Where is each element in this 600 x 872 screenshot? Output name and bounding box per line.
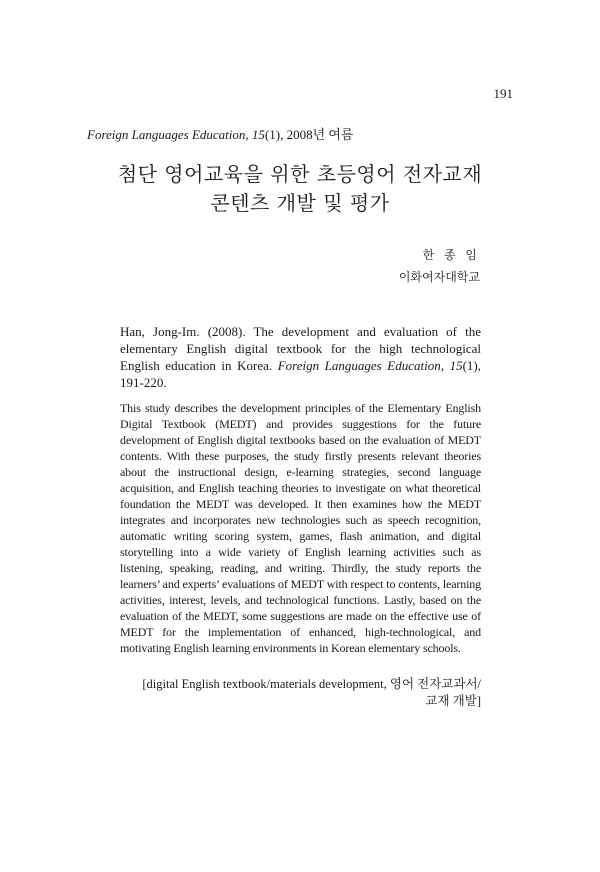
header-journal: Foreign Languages Education, — [87, 127, 249, 142]
citation — [120, 323, 481, 391]
paper-title — [0, 160, 600, 218]
citation-pages: (1), 191-220. — [120, 358, 481, 390]
keywords-line2: 교재 개발] — [425, 694, 481, 708]
header-issue-year: (1), 2008년 여름 — [264, 127, 354, 142]
keywords-line1: [digital English textbook/materials development, 영어 전자교과서/ — [142, 677, 481, 691]
citation-authors-title: Han, Jong-Im. (2008). The development and evaluation of the elementary English digital textbook for the high technological English education in Korea. — [120, 324, 481, 373]
paper-title-line2: 콘텐츠 개발 및 평가 — [210, 191, 390, 215]
paper-title-line1: 첨단 영어교육을 위한 초등영어 전자교재 — [117, 162, 483, 186]
abstract: This study describes the development principles of the Elementary English Digital Textbook (MEDT) and provides suggestions for the future development of English digital textbooks based on the evaluation of MEDT contents. With these purposes, the study firstly presents relevant theories about the instructional design, e-learning strategies, second language acquisition, and English teaching theories to investigate on what theoretical foundation the MEDT was developed. It then examines how the MEDT integrates and incorporates new technologies such as speech recognition, automatic writing scoring system, games, flash animation, and digital storytelling into a wide variety of English learning activities such as listening, speaking, reading, and writing. Thirdly, the study reports the learners’ and experts’ evaluations of MEDT with respect to contents, learning activities, interest, levels, and technological functions. Lastly, based on the evaluation of the MEDT, some suggestions are made on the effective use of MEDT for the implementation of enhanced, high-technological, and motivating English learning environments in Korean elementary schools. — [120, 401, 481, 655]
page-number: 191 — [493, 86, 513, 101]
citation-volume: 15 — [449, 358, 463, 373]
running-header — [87, 124, 354, 143]
author-affiliation: 이화여자대학교 — [398, 270, 480, 284]
author-block — [399, 244, 480, 288]
keywords — [120, 676, 481, 710]
header-volume: 15 — [251, 127, 265, 142]
citation-journal: Foreign Languages Education, — [277, 358, 444, 373]
author-name: 한 종 임 — [422, 248, 480, 262]
